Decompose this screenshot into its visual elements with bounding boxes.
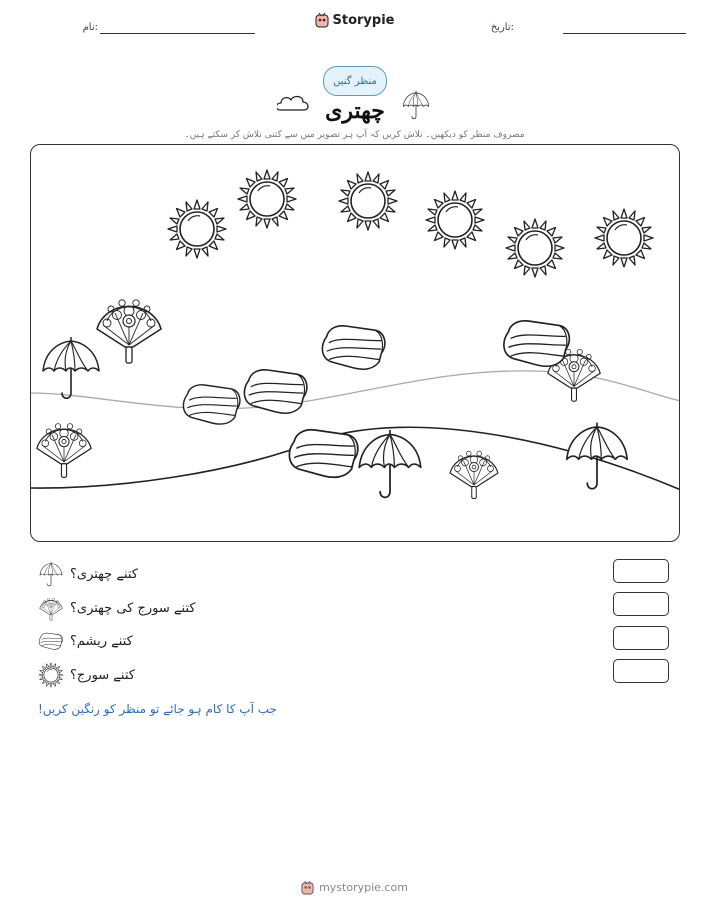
silk-bolt-icon bbox=[289, 430, 357, 477]
question-text: کتنے سورج؟ bbox=[70, 667, 135, 683]
answer-box-fan[interactable] bbox=[613, 592, 669, 616]
silk-bolt-icon bbox=[38, 628, 64, 654]
name-line[interactable] bbox=[100, 33, 255, 34]
sun-icon bbox=[506, 219, 564, 277]
answer-box-sun[interactable] bbox=[613, 659, 669, 683]
hand-fan-icon bbox=[450, 451, 498, 498]
sun-icon bbox=[238, 170, 296, 228]
date-line[interactable] bbox=[563, 33, 686, 34]
question-fan bbox=[38, 595, 196, 621]
umbrella-icon bbox=[399, 90, 433, 120]
storypie-logo-icon bbox=[315, 12, 329, 28]
umbrella-icon bbox=[359, 430, 421, 497]
scene-frame bbox=[30, 144, 680, 542]
storypie-logo-icon bbox=[301, 880, 314, 895]
footer-url[interactable]: mystorypie.com bbox=[319, 881, 408, 894]
umbrella-icon bbox=[567, 423, 627, 489]
answer-box-silk[interactable] bbox=[613, 626, 669, 650]
sun-icon bbox=[426, 191, 484, 249]
brand-name: Storypie bbox=[332, 12, 395, 28]
sun-icon bbox=[595, 209, 653, 267]
page-title: چھتری bbox=[325, 98, 385, 124]
question-text: کتنے ریشم؟ bbox=[70, 633, 133, 649]
hand-fan-icon bbox=[38, 595, 64, 621]
sun-icon bbox=[168, 200, 226, 258]
silk-bolt-icon bbox=[322, 326, 384, 369]
silk-bolt-icon bbox=[504, 321, 569, 366]
scene-tag: منظر گنیں bbox=[323, 66, 387, 96]
question-text: کتنے سورج کی چھتری؟ bbox=[70, 600, 196, 616]
question-silk bbox=[38, 628, 133, 654]
instructions-subtitle: مصروف منظر کو دیکھیں۔ تلاش کریں کہ آپ ہر تصویر میں سے کتنی تلاش کر سکتے ہیں۔ bbox=[184, 130, 525, 140]
question-umbrella bbox=[38, 561, 138, 587]
brand bbox=[0, 12, 709, 32]
umbrella-icon bbox=[38, 561, 64, 587]
hand-fan-icon bbox=[97, 300, 161, 363]
answer-box-umbrella[interactable] bbox=[613, 559, 669, 583]
umbrella-icon bbox=[43, 337, 99, 398]
question-text: کتنے چھتری؟ bbox=[70, 566, 138, 582]
sun-icon bbox=[339, 172, 397, 230]
sun-icon bbox=[38, 662, 64, 688]
silk-bolt-icon bbox=[244, 370, 306, 413]
hand-fan-icon bbox=[37, 424, 91, 478]
footer bbox=[0, 880, 709, 899]
name-label: نام: bbox=[82, 22, 98, 33]
question-sun bbox=[38, 662, 135, 688]
silk-bolt-icon bbox=[183, 385, 239, 424]
date-label: تاریخ: bbox=[490, 22, 514, 33]
color-instruction: جب آپ کا کام ہو جائے تو منظر کو رنگین کریں! bbox=[38, 702, 277, 716]
